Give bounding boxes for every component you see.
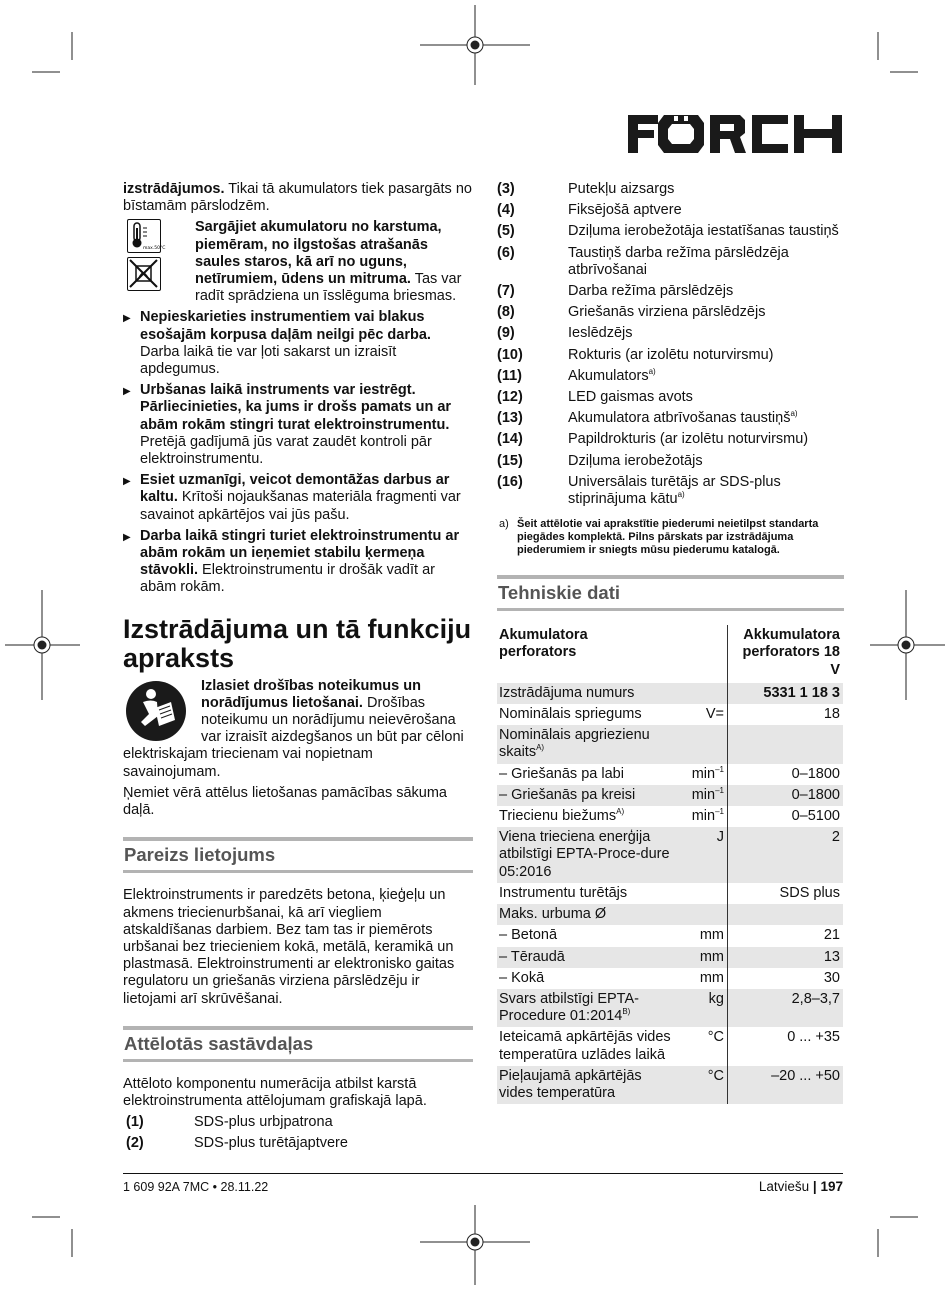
- component-number: (12): [497, 389, 523, 406]
- read-manual-icon: [125, 680, 187, 742]
- row-unit: [676, 725, 728, 763]
- bullet-item: ▶ Darba laikā stingri turiet elektroinstrumentu ar abām rokām un ieņemiet stabilu ķermeņa stāvokli. Elektroinstrumentu ir drošāk vadīt ar abām rokām.: [123, 528, 473, 597]
- component-number: (8): [497, 304, 515, 321]
- table-row: [497, 683, 843, 704]
- row-label: – Griešanās pa kreisi: [497, 785, 676, 806]
- component-label: Papildrokturis (ar izolētu noturvirsmu): [568, 431, 809, 448]
- table-row: [497, 806, 843, 827]
- registration-mark-left: [34, 637, 50, 653]
- component-number: (2): [126, 1135, 144, 1152]
- row-value: 2: [728, 827, 844, 883]
- row-label: Nominālais apgriezienu skaits$^{A)}$: [497, 725, 676, 763]
- row-value: 30: [728, 968, 844, 989]
- row-unit: mm: [676, 947, 728, 968]
- section-title-technical-data: Tehniskie dati: [497, 575, 844, 611]
- component-number: (9): [497, 325, 515, 342]
- svg-text:max.50°C: max.50°C: [143, 246, 166, 252]
- table-row: [497, 947, 843, 968]
- document-code: 1 609 92A 7MC • 28.11.22: [123, 1180, 269, 1194]
- component-label: Dziļuma ierobežotājs: [568, 452, 703, 469]
- heat-warning-text: Sargājiet akumulatoru no karstuma, piemēram, no ilgstošas atrašanās saules staros, kā arī no uguns, netīrumiem, ūdens un mitruma. Tas var radīt sprādziena un īsslēguma briesmas.: [195, 219, 462, 305]
- table-row: [497, 827, 843, 883]
- component-label: Taustiņš darba režīma pārslēdzēja atbrīvošanai: [568, 244, 789, 278]
- component-label: Akumulatora atbrīvošanas taustiņš$^{a)}$: [568, 409, 798, 427]
- component-label: Universālais turētājs ar SDS-plus stiprinājuma kātu$^{a)}$: [568, 473, 781, 508]
- intended-use-text: Elektroinstruments ir paredzēts betona, ķieģeļu un akmens triecienurbšanai, kā arī viegliem atskaldīšanas darbiem. Bez tam tas ir piemērots urbšanai bez triecieniem kokā, metālā, keramikā un plastmasā. Elektroinstrumenti ar elektronisko gaitas regulatoru un griešanās virziena pārslēdzēju ir lietojami arī skrūvēšanai.: [123, 887, 455, 1007]
- component-number: (16): [497, 473, 523, 490]
- row-label: – Kokā: [499, 969, 545, 986]
- component-number: (3): [497, 181, 515, 197]
- component-number: (13): [497, 410, 523, 427]
- table-header-row: [497, 625, 843, 683]
- components-list: [123, 1114, 473, 1152]
- component-label: LED gaismas avots: [568, 389, 693, 406]
- table-row: [497, 904, 843, 925]
- row-value: –20 ... +50: [728, 1066, 844, 1104]
- component-label: Ieslēdzējs: [568, 325, 633, 342]
- component-label: SDS-plus urbjpatrona: [194, 1114, 333, 1131]
- row-value: 0–5100: [728, 806, 844, 827]
- intro-paragraph: izstrādājumos. Tikai tā akumulators tiek pasargāts no bīstamām pārslodzēm.: [123, 181, 472, 215]
- right-column: [497, 181, 844, 1104]
- component-number: (7): [497, 283, 515, 300]
- component-label: Dziļuma ierobežotāja iestatīšanas taustiņš: [568, 223, 839, 240]
- row-label: – Griešanās pa labi: [499, 765, 624, 782]
- bullet-item: ▶ Nepieskarieties instrumentiem vai blakus esošajām korpusa daļām neilgi pēc darba. Darba laikā tie var ļoti sakarst un izraisīt apdegumus.: [123, 309, 473, 378]
- row-unit: mm: [699, 927, 724, 944]
- component-number: (10): [497, 346, 523, 363]
- row-unit: mm: [699, 969, 724, 986]
- component-label: Putekļu aizsargs: [568, 181, 675, 197]
- bullet-item: ▶ Urbšanas laikā instruments var iestrēgt. Pārliecinieties, ka jums ir drošs pamats un ar abām rokām stingri turat elektroinstrumentu. Pretējā gadījumā jūs varat zaudēt kontroli pār elektroinstrumentu.: [123, 382, 473, 468]
- row-unit: kg: [676, 989, 728, 1027]
- read-manual-block: [123, 678, 473, 781]
- table-row: [497, 764, 843, 785]
- row-unit: $\min^{-1}$: [691, 807, 724, 825]
- section-title-intended-use: Pareizs lietojums: [123, 837, 473, 873]
- section-heading: Izstrādājuma un tā funkciju apraksts: [123, 613, 472, 673]
- row-value: 18: [728, 704, 844, 725]
- registration-mark-top: [467, 37, 483, 53]
- footnote: a) Šeit attēlotie vai aprakstītie piederumi neietilpst standarta piegādes komplektā. Pilns pārskats par izstrādājuma piederumiem ir sniegts mūsu piederumu katalogā.: [499, 518, 819, 557]
- row-unit: °C: [707, 1029, 724, 1046]
- component-number: (6): [497, 244, 515, 261]
- bullet-item: ▶ Esiet uzmanīgi, veicot demontāžas darbus ar kaltu. Krītoši nojaukšanas materiāla fragmenti var savainot apkārtējos vai jūs pašu.: [123, 472, 473, 524]
- table-row: [497, 725, 843, 763]
- row-value: 5331 1 18 3: [728, 683, 844, 704]
- row-label: Instrumentu turētājs: [499, 884, 628, 901]
- row-unit: $\min^{-1}$: [691, 764, 724, 782]
- table-row: [497, 704, 843, 725]
- forch-logo: [628, 115, 843, 153]
- row-label: Nominālais spriegums: [499, 706, 642, 723]
- component-label: Fiksējošā aptvere: [568, 202, 682, 219]
- row-unit: V=: [705, 706, 724, 723]
- heat-warning: [123, 219, 473, 305]
- row-value: 0–1800: [728, 785, 844, 806]
- component-label: Darba režīma pārslēdzējs: [568, 283, 734, 300]
- read-manual-text: Izlasiet drošības noteikumus un norādījumus lietošanai. Drošības noteikumu un norādījumu neievērošana var izraisīt aizdegšanos un būt par cēloni elektriskajam triecienam vai nopietnam savainojumam.: [123, 677, 464, 780]
- components-intro: Attēloto komponentu numerācija atbilst karstā elektroinstrumenta attēlojumam grafiskajā lapā.: [123, 1075, 427, 1109]
- row-unit: J: [676, 827, 728, 883]
- component-number: (4): [497, 202, 515, 219]
- registration-mark-right: [898, 637, 914, 653]
- row-label: Svars atbilstīgi EPTA-Procedure $01:2014^{B)}$: [497, 989, 676, 1027]
- component-number: (15): [497, 452, 523, 469]
- row-value: 13: [728, 947, 844, 968]
- row-label: Izstrādājuma numurs: [497, 683, 676, 704]
- page-footer: [123, 1173, 843, 1194]
- row-value: [728, 725, 844, 763]
- table-header-product: Akumulatora perforators: [499, 627, 588, 661]
- component-number: (14): [497, 431, 523, 448]
- row-unit: °C: [676, 1066, 728, 1104]
- table-row: [497, 785, 843, 806]
- table-row: [497, 1027, 843, 1065]
- technical-data-table: [497, 625, 843, 1104]
- component-label: Rokturis (ar izolētu noturvirsmu): [568, 346, 774, 363]
- row-value: SDS plus: [728, 883, 844, 904]
- component-label: Akumulators$^{a)}$: [568, 367, 656, 384]
- table-header-model: Akkumulatora perforators 18 V: [728, 625, 844, 683]
- figures-note: Ņemiet vērā attēlus lietošanas pamācības sākuma daļā.: [123, 784, 447, 819]
- component-number: (11): [497, 367, 522, 384]
- registration-mark-bottom: [467, 1234, 483, 1250]
- row-label: Viena trieciena enerģija atbilstīgi EPTA-Proce-dure 05:2016: [497, 827, 676, 883]
- table-row: [497, 925, 843, 946]
- row-unit: [676, 904, 728, 925]
- table-row: [497, 1066, 843, 1104]
- table-row: [497, 989, 843, 1027]
- row-label: – Betonā: [499, 927, 558, 944]
- row-label: Triecienu biežums$^{A)}$: [499, 807, 625, 825]
- page-number: 197: [820, 1179, 843, 1194]
- components-list: [497, 181, 844, 508]
- page-label: Latviešu | 197: [758, 1179, 843, 1194]
- no-water-fire-dirt-icon: [127, 257, 161, 291]
- row-unit: [676, 683, 728, 704]
- row-label: – Tēraudā: [497, 947, 676, 968]
- row-label: Maks. urbuma Ø: [497, 904, 676, 925]
- component-label: SDS-plus turētājaptvere: [194, 1135, 348, 1152]
- row-label: Ieteicamā apkārtējās vides temperatūra uzlādes laikā: [499, 1029, 671, 1063]
- row-unit: [676, 883, 728, 904]
- left-column: [123, 181, 473, 1153]
- row-value: 0 ... +35: [728, 1027, 844, 1065]
- table-row: [497, 968, 843, 989]
- row-label: Pieļaujamā apkārtējās vides temperatūra: [497, 1066, 676, 1104]
- thermometer-warning-icon: [127, 219, 166, 253]
- row-value: 2,8–3,7: [728, 989, 844, 1027]
- component-label: Griešanās virziena pārslēdzējs: [568, 304, 766, 321]
- row-value: 21: [728, 925, 844, 946]
- component-number: (5): [497, 223, 515, 240]
- row-unit: $\min^{-1}$: [676, 785, 728, 806]
- section-title-components: Attēlotās sastāvdaļas: [123, 1026, 473, 1062]
- row-value: [728, 904, 844, 925]
- component-number: (1): [126, 1114, 144, 1131]
- row-value: 0–1800: [728, 764, 844, 785]
- table-row: [497, 883, 843, 904]
